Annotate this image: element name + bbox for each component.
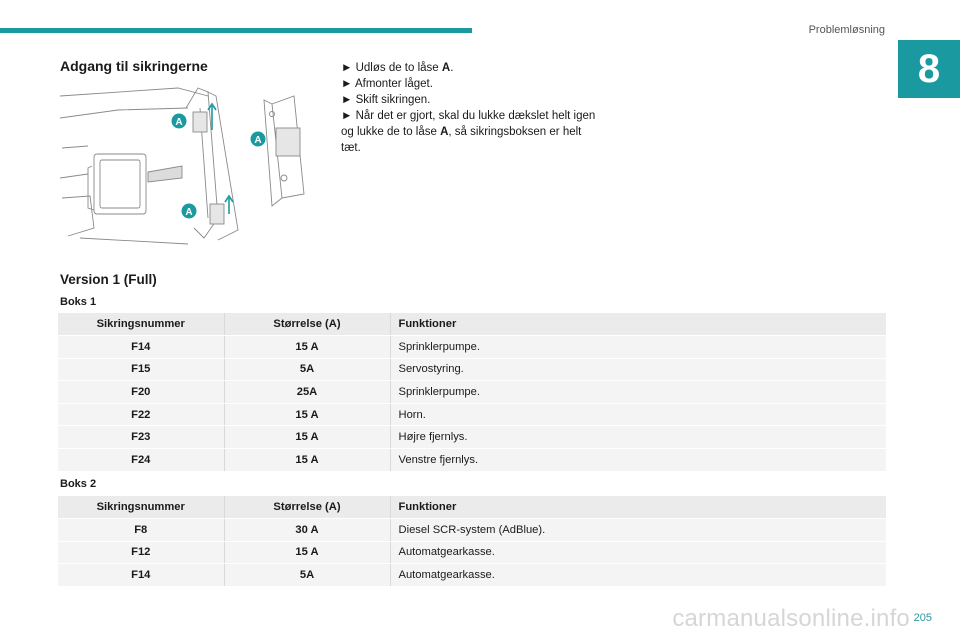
step-item [341, 60, 603, 76]
step-text-end: , så sikringsboksen er helt tæt. [341, 126, 582, 154]
table-row [58, 449, 886, 472]
table-row [58, 358, 886, 381]
fuse-number-cell: F14 [58, 564, 224, 587]
table-header-row [58, 496, 886, 519]
step-item [341, 108, 603, 156]
fuse-size-cell: 15 A [224, 403, 390, 426]
step-text: Udløs de to låse [355, 62, 442, 74]
fuse-number-cell: F24 [58, 449, 224, 472]
fuse-number-cell: F22 [58, 403, 224, 426]
fuse-size-cell: 5A [224, 564, 390, 587]
column-header-functions: Funktioner [390, 496, 886, 519]
column-header-size: Størrelse (A) [224, 313, 390, 336]
fuse-function-cell: Højre fjernlys. [390, 426, 886, 449]
fuse-size-cell: 15 A [224, 449, 390, 472]
table-row [58, 426, 886, 449]
step-arrow: ► [341, 110, 353, 122]
fuse-function-cell: Automatgearkasse. [390, 541, 886, 564]
column-header-size: Størrelse (A) [224, 496, 390, 519]
step-arrow: ► [341, 78, 353, 90]
section-title: Problemløsning [808, 24, 885, 36]
fuse-table-box-1 [58, 313, 886, 472]
column-header-fuse-number: Sikringsnummer [58, 313, 224, 336]
step-arrow: ► [341, 62, 353, 74]
watermark: carmanualsonline.info [672, 605, 910, 632]
step-text-end: . [450, 62, 454, 74]
step-item [341, 76, 603, 92]
step-bold: A [440, 126, 449, 138]
top-accent-bar [0, 28, 472, 33]
step-bold: A [441, 62, 451, 74]
fuse-size-cell: 30 A [224, 519, 390, 542]
fuse-number-cell: F8 [58, 519, 224, 542]
table-row [58, 336, 886, 359]
fuse-number-cell: F12 [58, 541, 224, 564]
step-text: Skift sikringen. [355, 94, 431, 106]
step-arrow: ► [341, 94, 353, 106]
box-2-label: Boks 2 [60, 478, 97, 490]
access-heading: Adgang til sikringerne [60, 58, 208, 74]
instruction-steps [341, 60, 603, 156]
box-1-label: Boks 1 [60, 296, 97, 308]
fuse-function-cell: Sprinklerpumpe. [390, 336, 886, 359]
step-text: Afmonter låget. [354, 78, 433, 90]
table-row [58, 541, 886, 564]
fuse-size-cell: 5A [224, 358, 390, 381]
fuse-function-cell: Automatgearkasse. [390, 564, 886, 587]
chapter-number-badge: 8 [898, 40, 960, 98]
table-row [58, 519, 886, 542]
fuse-size-cell: 25A [224, 381, 390, 404]
table-row [58, 381, 886, 404]
callout-a-top: A [175, 117, 183, 128]
column-header-fuse-number: Sikringsnummer [58, 496, 224, 519]
fuse-size-cell: 15 A [224, 426, 390, 449]
fuse-table-box-2 [58, 496, 886, 587]
fuse-function-cell: Servostyring. [390, 358, 886, 381]
fuse-size-cell: 15 A [224, 336, 390, 359]
fuse-number-cell: F14 [58, 336, 224, 359]
fuse-number-cell: F20 [58, 381, 224, 404]
column-header-functions: Funktioner [390, 313, 886, 336]
fuse-function-cell: Diesel SCR-system (AdBlue). [390, 519, 886, 542]
table-header-row [58, 313, 886, 336]
page-number: 205 [913, 612, 932, 624]
fuse-function-cell: Horn. [390, 403, 886, 426]
version-heading: Version 1 (Full) [60, 272, 157, 287]
callout-a-bottom: A [185, 207, 193, 218]
fuse-size-cell: 15 A [224, 541, 390, 564]
fuse-function-cell: Sprinklerpumpe. [390, 381, 886, 404]
fuse-number-cell: F15 [58, 358, 224, 381]
fuse-function-cell: Venstre fjernlys. [390, 449, 886, 472]
step-text: Når det er gjort, skal du lukke dækslet helt igen og lukke de to låse [341, 110, 596, 138]
fuse-number-cell: F23 [58, 426, 224, 449]
table-row [58, 564, 886, 587]
fuse-box-illustration [58, 78, 318, 248]
step-item [341, 92, 603, 108]
table-row [58, 403, 886, 426]
callout-a-right: A [254, 135, 262, 146]
